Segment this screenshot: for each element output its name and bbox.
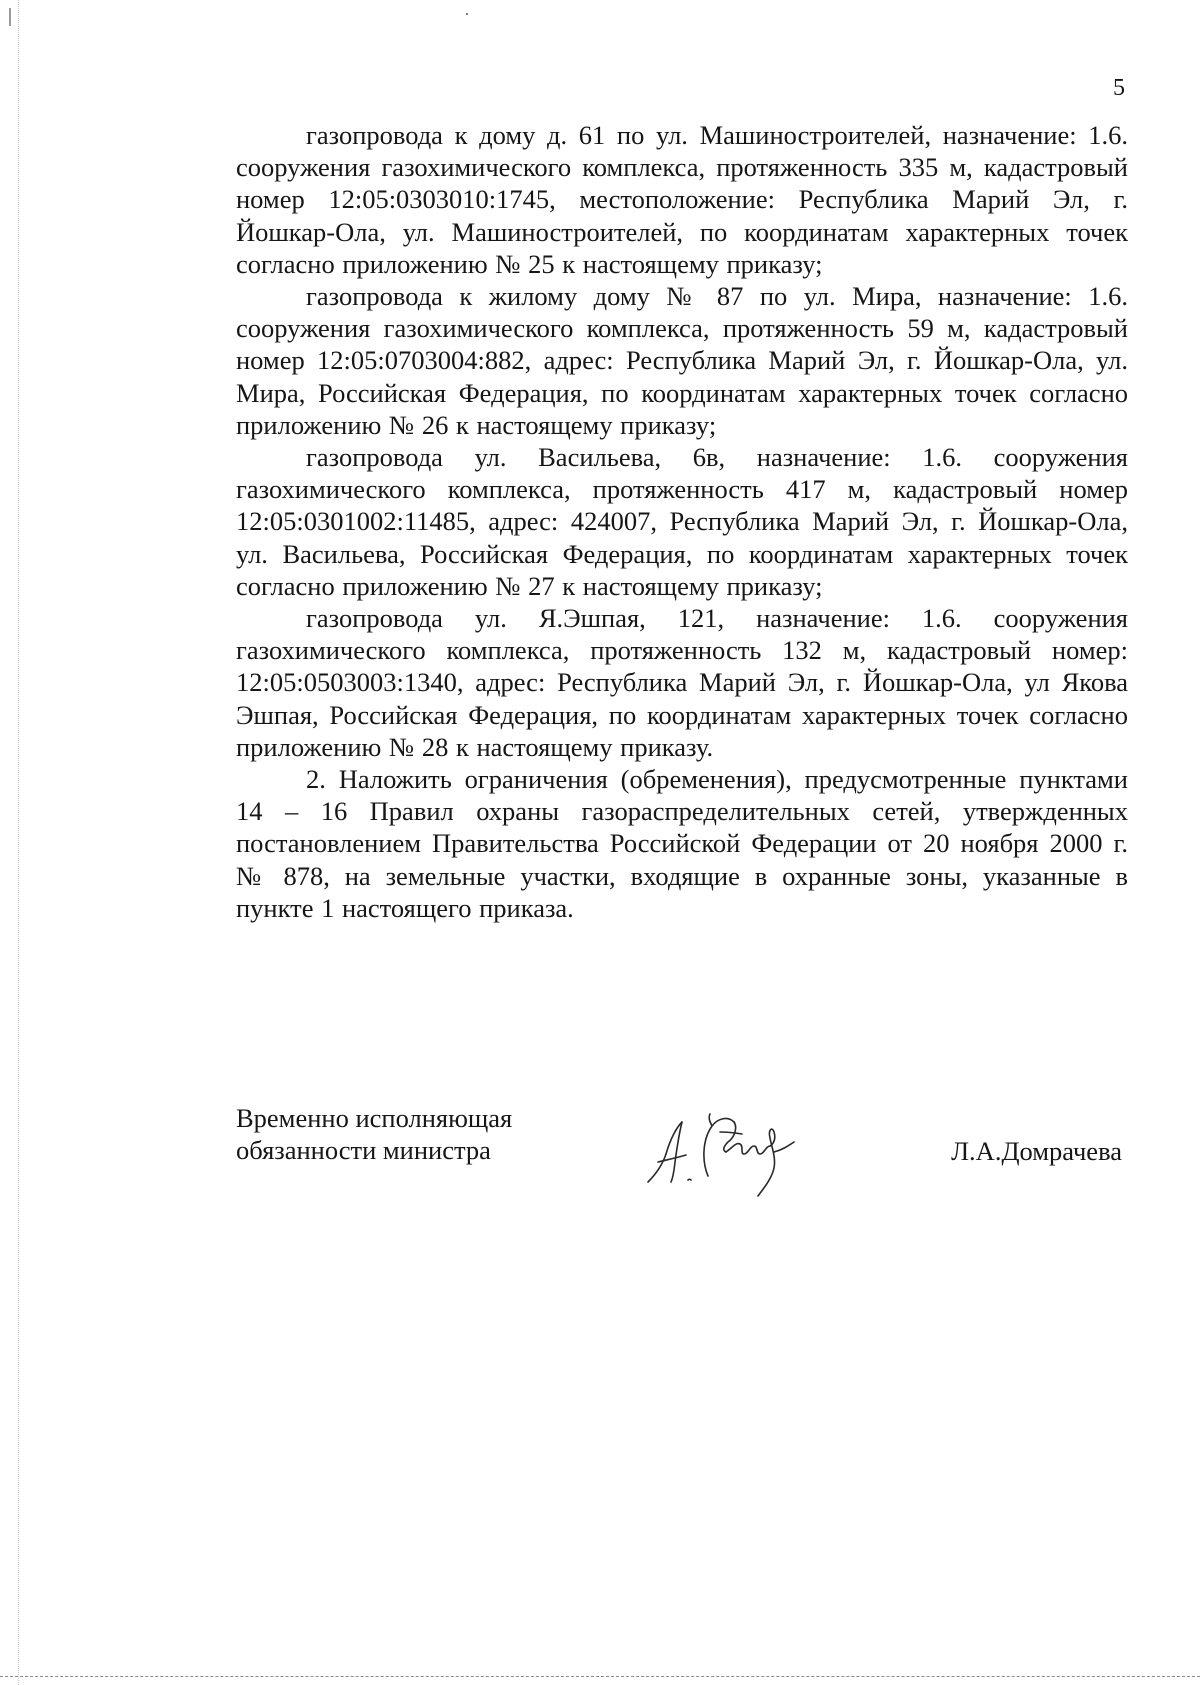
paragraph-gas-pipeline-mashinostroiteley: газопровода к дому д. 61 по ул. Машиностроителей, назначение: 1.6. сооружения газохимического комплекса, протяженность 335 м, кадастровый номер 12:05:0303010:1745, местоположение: Республика Марий Эл, г. Йошкар-Ола, ул. Машиностроителей, по координатам характерных точек согласно приложению № 25 к настоящему приказу;	[236, 120, 1128, 279]
paragraph-gas-pipeline-mira: газопровода к жилому дому № 87 по ул. Мира, назначение: 1.6. сооружения газохимического комплекса, протяженность 59 м, кадастровый номер 12:05:0703004:882, адрес: Республика Марий Эл, г. Йошкар-Ола, ул. Мира, Российская Федерация, по координатам характерных точек согласно приложению № 26 к настоящему приказу;	[236, 281, 1128, 440]
page-number: 5	[1113, 75, 1125, 101]
scan-dust-speck	[466, 13, 468, 15]
scan-edge-line	[18, 0, 19, 1685]
signatory-position-line-2: обязанности министра	[236, 1135, 491, 1165]
document-body	[236, 119, 1128, 924]
signatory-position	[236, 1102, 576, 1166]
scan-bottom-edge	[0, 1676, 1200, 1677]
signatory-name: Л.А.Домрачева	[951, 1136, 1122, 1166]
paragraph-item-2-restrictions: 2. Наложить ограничения (обременения), предусмотренные пунктами 14 – 16 Правил охраны газораспределительных сетей, утвержденных постановлением Правительства Российской Федерации от 20 ноября 2000 г. № 878, на земельные участки, входящие в охранные зоны, указанные в пункте 1 настоящего приказа.	[236, 764, 1128, 923]
handwritten-signature	[636, 1092, 836, 1202]
signatory-position-line-1: Временно исполняющая	[236, 1103, 513, 1133]
paragraph-gas-pipeline-eshpaya: газопровода ул. Я.Эшпая, 121, назначение: 1.6. сооружения газохимического комплекса, протяженность 132 м, кадастровый номер: 12:05:0503003:1340, адрес: Республика Марий Эл, г. Йошкар-Ола, ул Якова Эшпая, Российская Федерация, по координатам характерных точек согласно приложению № 28 к настоящему приказу.	[236, 603, 1128, 762]
signature-block	[236, 1102, 1128, 1222]
paragraph-gas-pipeline-vasilyeva: газопровода ул. Васильева, 6в, назначение: 1.6. сооружения газохимического комплекса, протяженность 417 м, кадастровый номер 12:05:0301002:11485, адрес: 424007, Республика Марий Эл, г. Йошкар-Ола, ул. Васильева, Российская Федерация, по координатам характерных точек согласно приложению № 27 к настоящему приказу;	[236, 442, 1128, 601]
scan-edge-mark	[9, 8, 11, 26]
